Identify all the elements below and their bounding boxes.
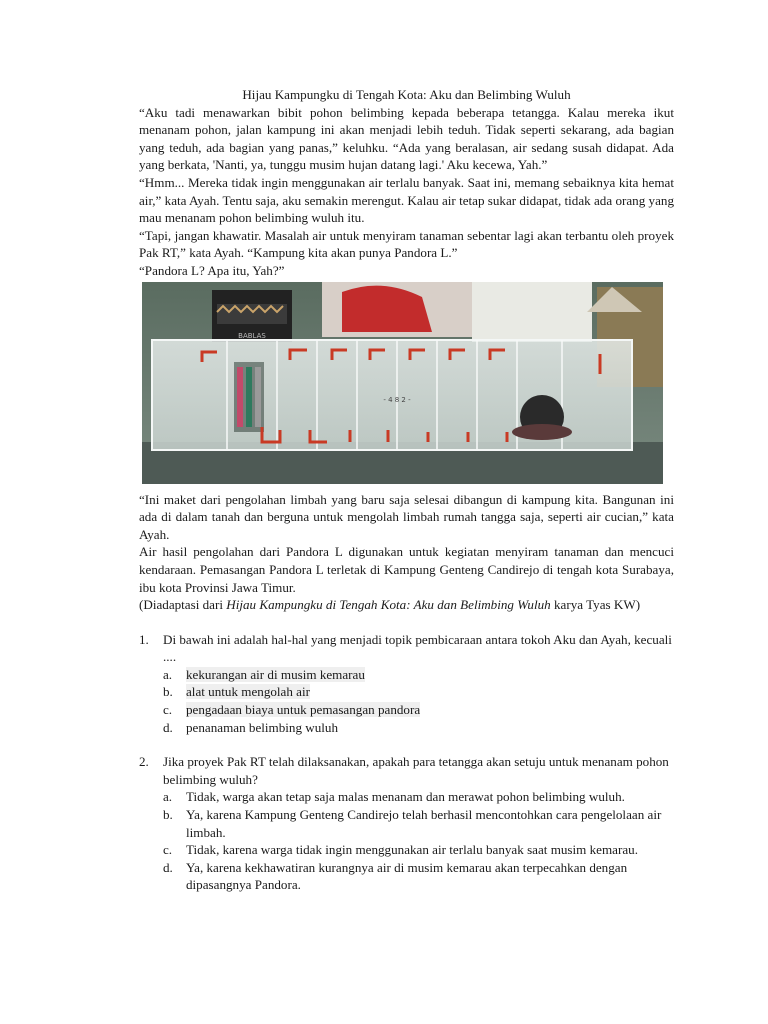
paragraph: “Hmm... Mereka tidak ingin menggunakan air terlalu banyak. Saat ini, memang sebaiknya kita hemat air,” kata Ayah. Tentu saja, aku semakin merengut. Kalau air tetap sukar didapat, tidak ada orang yang mau menanam pohon belimbing wuluh itu. (139, 174, 674, 226)
box-text: BABLAS (238, 331, 266, 340)
document-page (139, 86, 674, 894)
option-c[interactable]: c. Tidak, karena warga tidak ingin menggunakan air terlalu banyak saat musim kemarau. (163, 842, 638, 858)
question-text: Jika proyek Pak RT telah dilaksanakan, apakah para tetangga akan setuju untuk menanam pohon belimbing wuluh? (163, 754, 669, 787)
question-2: 2. Jika proyek Pak RT telah dilaksanakan, apakah para tetangga akan setuju untuk menanam pohon belimbing wuluh? a. Tidak, warga akan tetap saja malas menanam dan merawat pohon belimbing wuluh. b. Ya, karena Kampung Genteng Candirejo telah berhasil mencontohkan cara pengelolaan air limbah. c. Tidak, karena warga tidak ingin menggunakan air terlalu banyak saat musim kemarau. d. Ya, karena kekhawatiran kurangnya air di musim kemarau akan terpecahkan dengan dipasangnya Pandora. (139, 753, 674, 894)
paragraph: “Ini maket dari pengolahan limbah yang baru saja selesai dibangun di kampung kita. Bangunan ini ada di dalam tanah dan berguna untuk mengolah limbah rumah tangga saja, seperti air cucian,” kata Ayah. (139, 491, 674, 542)
patterned-box (212, 290, 292, 342)
option-c[interactable]: c. pengadaan biaya untuk pemasangan pandora (163, 702, 421, 718)
paragraph: “Aku tadi menawarkan bibit pohon belimbing kepada beberapa tetangga. Kalau mereka ikut menanam pohon, jalan kampung ini akan menjadi lebih teduh. Tidak seperti sekarang, ada bagian yang teduh, ada bagian yang panas,” keluhku. “Ada yang beralasan, air sedang susah didapat. Ada yang berkata, 'Nanti, ya, tunggu musim hujan datang lagi.' Aku kecewa, Yah.” (139, 104, 674, 173)
question-text: Di bawah ini adalah hal-hal yang menjadi topik pembicaraan antara tokoh Aku dan Ayah, kecuali .... (163, 631, 672, 665)
option-b[interactable]: b. alat untuk mengolah air (163, 684, 310, 700)
document-title: Hijau Kampungku di Tengah Kota: Aku dan Belimbing Wuluh (242, 87, 571, 102)
paragraph: “Tapi, jangan khawatir. Masalah air untuk menyiram tanaman sebentar lagi akan terbantu oleh proyek Pak RT,” kata Ayah. “Kampung kita akan punya Pandora L.” (139, 227, 674, 261)
dial-text: - 4 8 2 - (383, 395, 411, 404)
source-title: Hijau Kampungku di Tengah Kota: Aku dan Belimbing Wuluh (226, 597, 551, 613)
option-d[interactable]: d. penanaman belimbing wuluh (163, 719, 338, 735)
source-attribution: (Diadaptasi dari Hijau Kampungku di Tengah Kota: Aku dan Belimbing Wuluh karya Tyas KW) (139, 597, 641, 613)
option-d[interactable]: d. Ya, karena kekhawatiran kurangnya air di musim kemarau akan terpecahkan dengan dipasangnya Pandora. (163, 859, 628, 893)
question-1: 1. Di bawah ini adalah hal-hal yang menjadi topik pembicaraan antara tokoh Aku dan Ayah, kecuali .... a. kekurangan air di musim kemarau b. alat untuk mengolah air c. pengadaan biaya untuk pemasangan pandora d. penanaman belimbing wuluh (139, 631, 674, 737)
option-a[interactable]: a. Tidak, warga akan tetap saja malas menanam dan merawat pohon belimbing wuluh. (163, 789, 625, 805)
pandora-model-photo (142, 282, 663, 484)
option-a[interactable]: a. kekurangan air di musim kemarau (163, 666, 365, 682)
option-b[interactable]: b. Ya, karena Kampung Genteng Candirejo telah berhasil mencontohkan cara pengelolaan air limbah. (163, 807, 662, 840)
paragraph: Air hasil pengolahan dari Pandora L digunakan untuk kegiatan menyiram tanaman dan mencuci kendaraan. Pemasangan Pandora L terletak di Kampung Genteng Candirejo di tengah kota Surabaya, ibu kota Provinsi Jawa Timur. (139, 544, 674, 595)
paragraph: “Pandora L? Apa itu, Yah?” (139, 262, 285, 278)
